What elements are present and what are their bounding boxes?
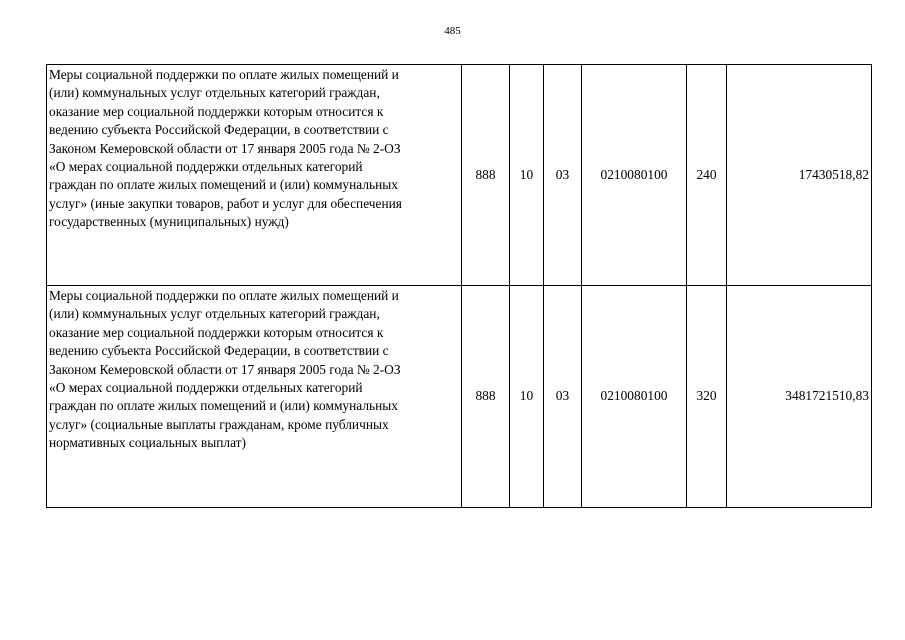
ministry-code: 888 <box>462 286 510 508</box>
amount: 3481721510,83 <box>727 286 872 508</box>
expense-type-code: 240 <box>687 65 727 286</box>
table-row <box>47 286 872 508</box>
subsection-code: 03 <box>544 286 582 508</box>
target-article-code: 0210080100 <box>582 65 687 286</box>
page-number: 485 <box>444 25 461 37</box>
target-article-code: 0210080100 <box>582 286 687 508</box>
row-description: Меры социальной поддержки по оплате жилых помещений и (или) коммунальных услуг отдельных категорий граждан, оказание мер социальной поддержки которым относится к ведению субъекта Российской Федерации, в соответствии с Законом Кемеровской области от 17 января 2005 года № 2-ОЗ «О мерах социальной поддержки отдельных категорий граждан по оплате жилых помещений и (или) коммунальных услуг» (социальные выплаты гражданам, кроме публичных нормативных социальных выплат) <box>47 286 462 508</box>
section-code: 10 <box>510 286 544 508</box>
amount: 17430518,82 <box>727 65 872 286</box>
row-description: Меры социальной поддержки по оплате жилых помещений и (или) коммунальных услуг отдельных категорий граждан, оказание мер социальной поддержки которым относится к ведению субъекта Российской Федерации, в соответствии с Законом Кемеровской области от 17 января 2005 года № 2-ОЗ «О мерах социальной поддержки отдельных категорий граждан по оплате жилых помещений и (или) коммунальных услуг» (иные закупки товаров, работ и услуг для обеспечения государственных (муниципальных) нужд) <box>47 65 462 286</box>
section-code: 10 <box>510 65 544 286</box>
table-row <box>47 65 872 286</box>
subsection-code: 03 <box>544 65 582 286</box>
budget-table <box>46 64 872 508</box>
ministry-code: 888 <box>462 65 510 286</box>
expense-type-code: 320 <box>687 286 727 508</box>
